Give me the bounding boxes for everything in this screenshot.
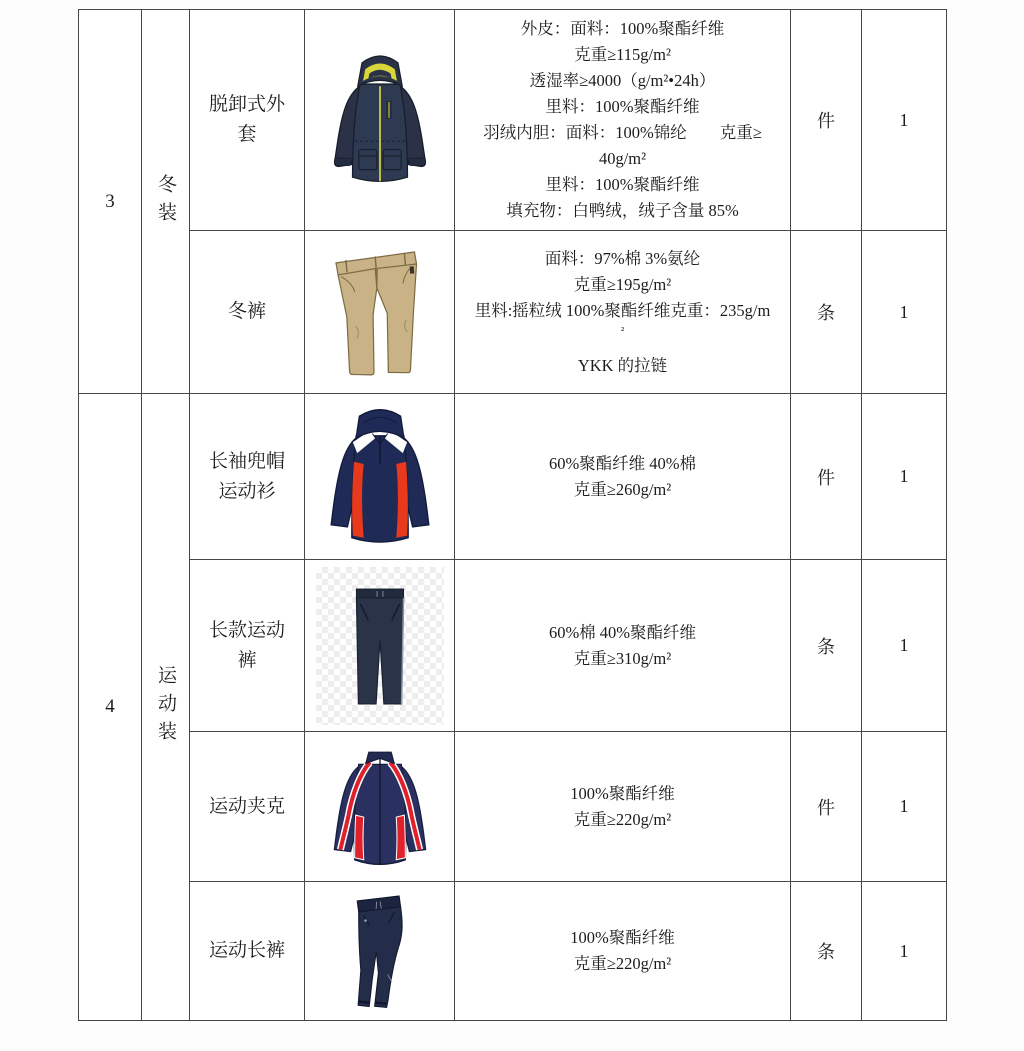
quantity-text: 1: [899, 635, 909, 655]
spec-cell: [455, 732, 791, 882]
unit-cell: [791, 231, 862, 394]
detachable-winter-jacket-image: [319, 46, 441, 194]
quantity-text: 1: [899, 109, 909, 130]
item-name: [190, 231, 305, 394]
spec-line: YKK 的拉链: [577, 355, 668, 375]
spec-cell: [455, 560, 791, 732]
spec-line: 里料：100%聚酯纤维: [545, 97, 700, 116]
item-name: [190, 560, 305, 732]
item-name: [190, 10, 305, 231]
spec-line-superscript: ²: [620, 324, 625, 337]
spec-line: 60%棉 40%聚酯纤维: [548, 622, 697, 642]
spec-line: 克重≥260g/m²: [573, 479, 672, 499]
product-image-cell: [305, 560, 455, 732]
item-name: [190, 732, 305, 882]
group-category-text: 冬装: [155, 173, 176, 230]
unit-cell: [791, 10, 862, 231]
item-name-text: 长袖兜帽运动衫: [208, 450, 285, 502]
product-image-cell: [305, 732, 455, 882]
group-number: [79, 394, 142, 1021]
spec-cell: [455, 231, 791, 394]
spec-line: 克重≥220g/m²: [573, 954, 672, 973]
spec-line: 100%聚酯纤维: [570, 928, 675, 947]
item-name: [190, 394, 305, 560]
spec-line: 里料：100%聚酯纤维: [545, 175, 700, 194]
unit-text: 件: [817, 797, 835, 818]
product-image-cell: [305, 10, 455, 231]
item-name-text: 运动长裤: [208, 940, 285, 961]
quantity-text: 1: [899, 940, 909, 961]
spec-line: 透湿率≥4000（g/m²•24h）: [529, 71, 716, 90]
group-number-text: 3: [105, 190, 115, 212]
transparency-checker-background: [316, 567, 444, 725]
spec-line: 克重≥115g/m²: [574, 45, 671, 64]
winter-pants-image: [317, 241, 443, 383]
spec-line: 克重≥310g/m²: [573, 648, 672, 668]
quantity-cell: [862, 10, 947, 231]
spec-line: 100%聚酯纤维: [570, 783, 675, 803]
hooded-sweatshirt-image: [318, 401, 442, 553]
quantity-text: 1: [899, 466, 909, 486]
sport-long-pants-image: [325, 887, 435, 1015]
spec-line: 羽绒内胆：面料：100%锦纶 克重≥: [483, 123, 762, 142]
item-name-text: 运动夹克: [208, 795, 285, 817]
unit-cell: [791, 394, 862, 560]
spec-cell: [455, 882, 791, 1021]
quantity-cell: [862, 560, 947, 732]
long-sport-pants-image: [326, 571, 434, 721]
item-name-text: 长款运动裤: [208, 619, 285, 671]
group-category: [142, 10, 190, 394]
clothing-spec-table: [78, 9, 947, 1021]
spec-line: 面料：97%棉 3%氨纶: [544, 248, 701, 268]
unit-text: 件: [817, 467, 835, 488]
product-image-cell: [305, 882, 455, 1021]
item-name-text: 脱卸式外套: [208, 94, 285, 145]
product-image-cell: [305, 231, 455, 394]
spec-line: 40g/m²: [598, 149, 647, 168]
unit-text: 件: [817, 111, 835, 131]
quantity-cell: [862, 231, 947, 394]
item-name-text: 冬裤: [227, 301, 266, 322]
quantity-cell: [862, 732, 947, 882]
unit-cell: [791, 882, 862, 1021]
spec-line: 里料:摇粒绒 100%聚酯纤维克重：235g/m: [474, 300, 771, 320]
spec-line: 填充物：白鸭绒，绒子含量 85%: [506, 201, 739, 220]
group-category-text: 运动装: [155, 665, 176, 749]
quantity-text: 1: [899, 301, 909, 322]
quantity-text: 1: [899, 796, 909, 816]
quantity-cell: [862, 394, 947, 560]
unit-text: 条: [817, 636, 835, 657]
unit-cell: [791, 732, 862, 882]
group-number: [79, 10, 142, 394]
unit-cell: [791, 560, 862, 732]
quantity-cell: [862, 882, 947, 1021]
spec-cell: [455, 10, 791, 231]
spec-cell: [455, 394, 791, 560]
spec-line: 克重≥220g/m²: [573, 809, 672, 829]
unit-text: 条: [817, 303, 835, 323]
sport-jacket-image: [322, 736, 438, 878]
group-number-text: 4: [105, 696, 115, 717]
spec-line: 克重≥195g/m²: [573, 274, 672, 294]
product-image-cell: [305, 394, 455, 560]
item-name: [190, 882, 305, 1021]
spec-line: 外皮：面料：100%聚酯纤维: [520, 19, 725, 38]
spec-line: 60%聚酯纤维 40%棉: [548, 453, 697, 473]
group-category: [142, 394, 190, 1021]
unit-text: 条: [817, 942, 835, 962]
